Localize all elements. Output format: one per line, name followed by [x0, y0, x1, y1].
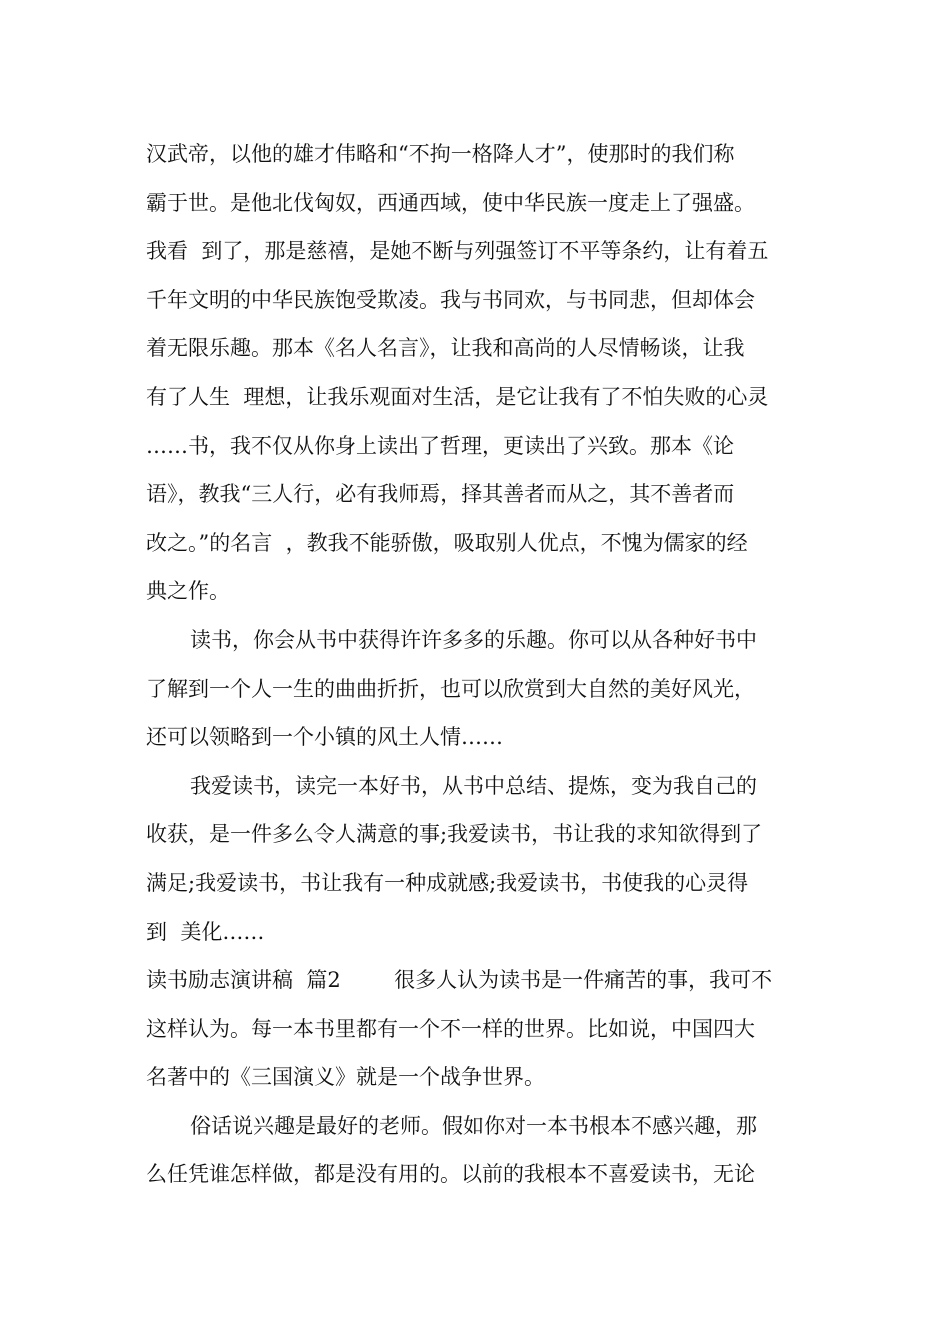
- text-line: 到 美化……: [146, 919, 265, 944]
- paragraph-first-line: 我爱读书，读完一本好书，从书中总结、提炼，变为我自己的: [190, 773, 757, 798]
- section-heading-line: 读书励志演讲稿 篇2 很多人认为读书是一件痛苦的事，我可不: [146, 968, 773, 993]
- text-line: 收获，是一件多么令人满意的事;我爱读书，书让我的求知欲得到了: [146, 822, 763, 847]
- text-line: 还可以领略到一个小镇的风土人情……: [146, 725, 503, 750]
- text-line: 我看 到了，那是慈禧，是她不断与列强签订不平等条约，让有着五: [146, 239, 769, 264]
- text-line: 么任凭谁怎样做，都是没有用的。以前的我根本不喜爱读书，无论: [146, 1162, 755, 1187]
- text-line: 着无限乐趣。那本《名人名言》，让我和高尚的人尽情畅谈，让我: [146, 336, 745, 361]
- text-line: 满足;我爱读书，书让我有一种成就感;我爱读书，书使我的心灵得: [146, 870, 749, 895]
- body-text: [146, 130, 826, 1199]
- text-line: 了解到一个人一生的曲曲折折，也可以欣赏到大自然的美好风光，: [146, 676, 755, 701]
- paragraph-first-line: 读书，你会从书中获得许许多多的乐趣。你可以从各种好书中: [190, 627, 757, 652]
- text-line: 霸于世。是他北伐匈奴，西通西域，使中华民族一度走上了强盛。: [146, 190, 755, 215]
- text-line: 千年文明的中华民族饱受欺凌。我与书同欢，与书同悲，但却体会: [146, 287, 755, 312]
- text-line: 有了人生 理想，让我乐观面对生活，是它让我有了不怕失败的心灵: [146, 384, 769, 409]
- text-line: 名著中的《三国演义》就是一个战争世界。: [146, 1065, 545, 1090]
- text-line: 这样认为。每一本书里都有一个不一样的世界。比如说，中国四大: [146, 1016, 755, 1041]
- text-line: 典之作。: [146, 579, 230, 604]
- text-line: 改之。”的名言 ，教我不能骄傲，吸取别人优点，不愧为儒家的经: [146, 530, 748, 555]
- text-line: ……书，我不仅从你身上读出了哲理，更读出了兴致。那本《论: [146, 433, 734, 458]
- paragraph-first-line: 俗话说兴趣是最好的老师。假如你对一本书根本不感兴趣，那: [190, 1113, 757, 1138]
- text-line: 语》，教我“三人行，必有我师焉，择其善者而从之，其不善者而: [146, 482, 735, 507]
- text-line: 汉武帝，以他的雄才伟略和“不拘一格降人才”，使那时的我们称: [146, 142, 735, 166]
